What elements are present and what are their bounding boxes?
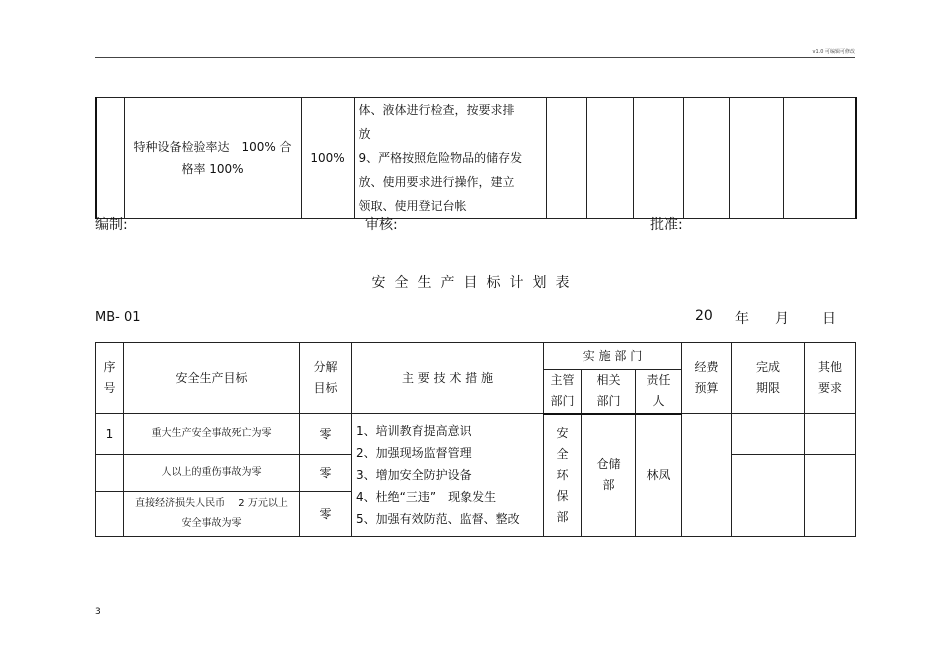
related-dept-cell: 仓储 部 — [582, 414, 636, 537]
budget-cell — [682, 414, 732, 537]
lead-dept-header: 主管 部门 — [544, 370, 582, 414]
row-goal: 人以上的重伤事故为零 — [124, 455, 300, 492]
decomp-cell: 100% — [301, 98, 354, 219]
form-code: MB- 01 — [95, 310, 141, 325]
header-rule — [95, 57, 855, 58]
row-goal: 重大生产安全事故死亡为零 — [124, 414, 300, 455]
date-month: 月 — [775, 311, 789, 327]
other-cell — [805, 414, 856, 455]
measure-line: 领取、使用登记台帐 — [358, 199, 467, 213]
goal-line: 格率 100% — [181, 162, 244, 176]
measure-line: 1、培训教育提高意识 — [356, 424, 472, 438]
lead-dept-cell: 安 全 环 保 部 — [544, 414, 582, 537]
related-dept-header: 相关 部门 — [582, 370, 636, 414]
empty-cell — [586, 98, 633, 219]
other-header: 其他 要求 — [805, 343, 856, 414]
goal-header: 安全生产目标 — [124, 343, 300, 414]
row-seq — [96, 455, 124, 492]
other-cell — [805, 455, 856, 537]
date-day: 日 — [822, 311, 836, 327]
responsible-cell: 林凤 — [636, 414, 682, 537]
date-year-prefix: 20 — [695, 308, 713, 324]
empty-cell — [783, 98, 856, 219]
goal-cell — [124, 98, 301, 219]
decomp-header: 分解 目标 — [300, 343, 352, 414]
row-goal: 直接经济损失人民币 2 万元以上 安全事故为零 — [124, 492, 300, 537]
dept-group-header: 实 施 部 门 — [544, 343, 682, 370]
measure-line: 5、加强有效防范、监督、整改 — [356, 512, 520, 526]
empty-cell — [729, 98, 783, 219]
empty-cell — [683, 98, 729, 219]
goal-line: 特种设备检验率达 100% 合 — [133, 140, 292, 154]
row-decomp: 零 — [300, 455, 352, 492]
page-number: 3 — [95, 607, 101, 617]
approved-label: 批准: — [650, 217, 683, 233]
deadline-header: 完成 期限 — [732, 343, 805, 414]
measures-cell — [352, 414, 544, 537]
empty-cell — [546, 98, 586, 219]
deadline-cell — [732, 455, 805, 537]
measure-line: 放 — [358, 127, 371, 141]
measures-cell — [354, 98, 546, 219]
measure-line: 4、杜绝“三违” 现象发生 — [356, 490, 497, 504]
page-title: 安全生产目标计划表 — [371, 275, 579, 291]
reviewed-label: 审核: — [365, 217, 398, 233]
continuation-table — [95, 97, 857, 219]
measure-line: 2、加强现场监督管理 — [356, 446, 472, 460]
row-decomp: 零 — [300, 414, 352, 455]
measures-header: 主 要 技 术 措 施 — [352, 343, 544, 414]
row-seq: 1 — [96, 414, 124, 455]
seq-header: 序 号 — [96, 343, 124, 414]
measure-line: 9、严格按照危险物品的储存发 — [358, 151, 523, 165]
row-decomp: 零 — [300, 492, 352, 537]
empty-cell — [633, 98, 683, 219]
measure-line: 3、增加安全防护设备 — [356, 468, 472, 482]
responsible-header: 责任 人 — [636, 370, 682, 414]
date-year: 年 — [735, 311, 749, 327]
measure-line: 体、液体进行检查，按要求排 — [358, 103, 515, 117]
header-note: v1.0 可编辑可修改 — [812, 49, 855, 55]
plan-table — [95, 342, 856, 537]
measure-line: 放、使用要求进行操作，建立 — [358, 175, 515, 189]
budget-header: 经费 预算 — [682, 343, 732, 414]
deadline-cell — [732, 414, 805, 455]
row-seq — [96, 492, 124, 537]
compiled-label: 编制: — [95, 217, 128, 233]
seq-cell — [96, 98, 124, 219]
